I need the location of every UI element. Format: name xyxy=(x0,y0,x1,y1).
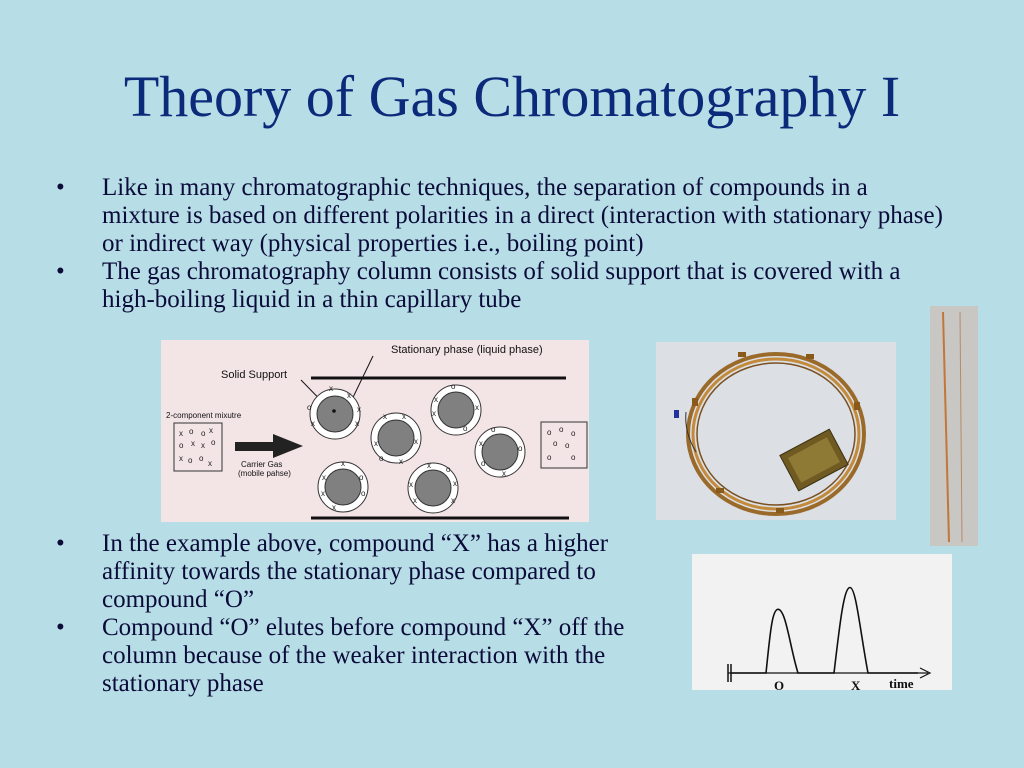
molecule-o-marker: o xyxy=(559,425,564,434)
molecule-o-marker: o xyxy=(307,403,312,412)
eluted-box xyxy=(541,422,587,468)
molecule-o-marker: o xyxy=(189,427,194,436)
molecule-x-marker: x xyxy=(191,439,195,448)
molecule-o-marker: o xyxy=(565,441,570,450)
molecule-o-marker: o xyxy=(547,453,552,462)
molecule-o-marker: o xyxy=(359,473,364,482)
mobile-phase-label: (mobile pahse) xyxy=(238,469,291,478)
chromatogram-chart xyxy=(692,554,952,690)
molecule-x-marker: x xyxy=(341,459,345,468)
gc-column-coil-photo xyxy=(656,342,896,520)
capillary-tube-photo xyxy=(930,306,978,546)
mixture-label: 2-component mixutre xyxy=(166,411,242,420)
molecule-x-marker: x xyxy=(311,419,315,428)
molecule-x-marker: x xyxy=(413,496,417,505)
molecule-x-marker: x xyxy=(208,459,212,468)
molecule-o-marker: o xyxy=(451,382,456,391)
molecule-x-marker: x xyxy=(475,403,479,412)
molecule-x-marker: x xyxy=(179,454,183,463)
molecule-x-marker: x xyxy=(427,461,431,470)
molecule-x-marker: x xyxy=(414,437,418,446)
peak-label-o: O xyxy=(774,678,785,690)
molecule-x-marker: x xyxy=(347,391,351,400)
molecule-x-marker: x xyxy=(479,439,483,448)
molecule-o-marker: o xyxy=(188,456,193,465)
bullet-list-top xyxy=(56,174,946,314)
molecule-x-marker: x xyxy=(209,426,213,435)
chromatogram-svg xyxy=(692,554,952,690)
molecule-x-marker: x xyxy=(355,419,359,428)
bullet-list-bottom xyxy=(56,530,686,698)
mixture-box xyxy=(174,423,222,471)
molecule-x-marker: x xyxy=(432,409,436,418)
molecule-x-marker: x xyxy=(383,412,387,421)
molecule-x-marker: x xyxy=(329,384,333,393)
bullet-item: • Compound “O” elutes before compound “X” off the column because of the weaker interaction with the stationary phase xyxy=(56,614,686,698)
bullet-item: • The gas chromatography column consists of solid support that is covered with a high-boiling liquid in a thin capillary tube xyxy=(56,258,946,314)
time-axis-label: time xyxy=(889,676,914,690)
molecule-x-marker: x xyxy=(399,457,403,466)
chromatogram-trace xyxy=(731,588,918,674)
carrier-gas-label: Carrier Gas xyxy=(241,460,283,469)
bullet-item: • Like in many chromatographic techniques, the separation of compounds in a mixture is based on different polarities in a direct (interaction with stationary phase) or indirect way (physical properties i.e., boiling point) xyxy=(56,174,946,258)
support-particles xyxy=(310,385,525,513)
molecule-o-marker: o xyxy=(463,424,468,433)
molecule-x-marker: x xyxy=(434,395,438,404)
molecule-x-marker: x xyxy=(409,480,413,489)
molecule-x-marker: x xyxy=(374,439,378,448)
bullet-item: • In the example above, compound “X” has a higher affinity towards the stationary phase compared to compound “O” xyxy=(56,530,686,614)
molecule-o-marker: o xyxy=(446,465,451,474)
slide-title: Theory of Gas Chromatography I xyxy=(123,64,901,129)
molecule-x-marker: x xyxy=(451,496,455,505)
molecule-o-marker: o xyxy=(518,444,523,453)
molecule-o-marker: o xyxy=(571,429,576,438)
molecule-o-marker: o xyxy=(491,425,496,434)
molecule-x-marker: x xyxy=(332,503,336,512)
molecule-o-marker: o xyxy=(361,489,366,498)
molecule-o-marker: o xyxy=(481,459,486,468)
molecule-x-marker: x xyxy=(322,473,326,482)
solid-support-label: Solid Support xyxy=(221,369,288,381)
molecule-o-marker: o xyxy=(379,454,384,463)
molecule-o-marker: o xyxy=(547,428,552,437)
molecule-x-marker: x xyxy=(357,405,361,414)
molecule-x-marker: x xyxy=(402,412,406,421)
molecule-o-marker: o xyxy=(201,429,206,438)
molecule-o-marker: o xyxy=(211,438,216,447)
molecule-o-marker: o xyxy=(571,453,576,462)
molecule-x-marker: x xyxy=(179,429,183,438)
molecule-o-marker: o xyxy=(553,439,558,448)
column-separation-diagram xyxy=(161,340,589,522)
flow-arrow xyxy=(235,434,303,458)
molecule-x-marker: x xyxy=(201,441,205,450)
molecule-o-marker: o xyxy=(179,441,184,450)
molecule-x-marker: x xyxy=(321,489,325,498)
molecule-o-marker: o xyxy=(199,454,204,463)
molecule-x-marker: x xyxy=(453,479,457,488)
molecule-x-marker: x xyxy=(502,469,506,478)
peak-label-x: X xyxy=(851,678,861,690)
stationary-phase-label: Stationary phase (liquid phase) xyxy=(391,344,543,356)
